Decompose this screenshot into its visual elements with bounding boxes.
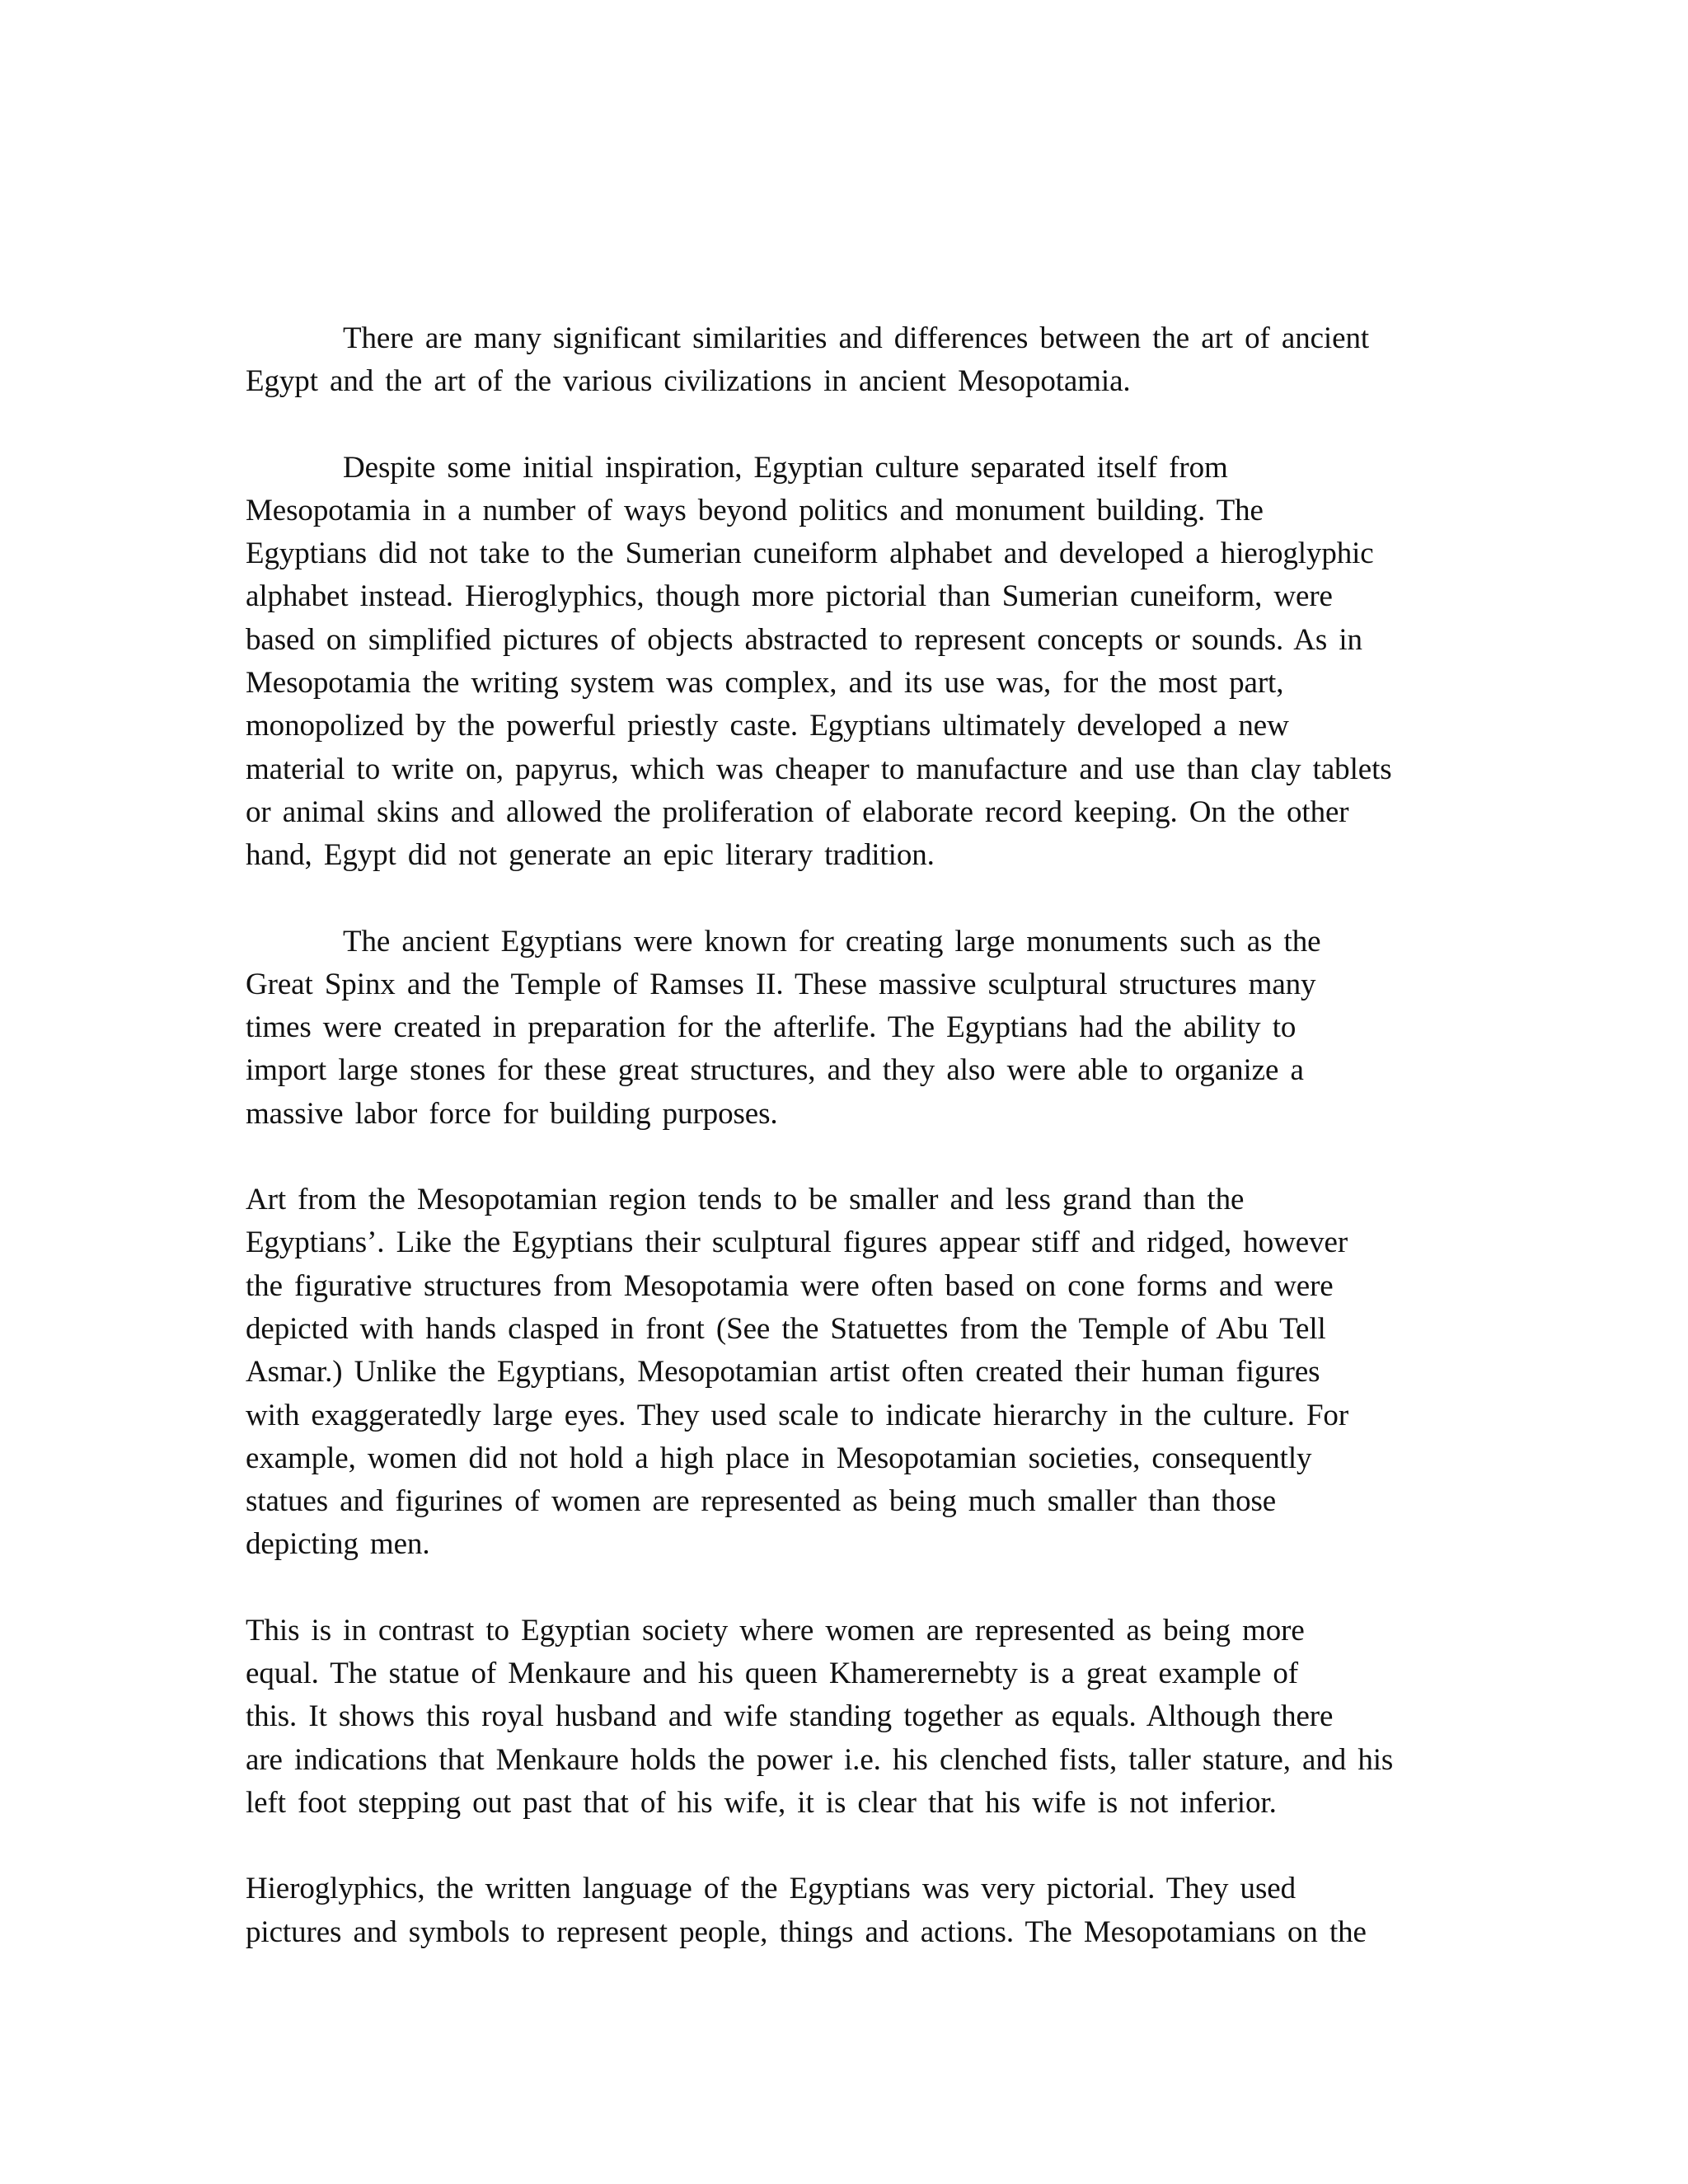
text-line: Art from the Mesopotamian region tends to be smaller and less grand than the (246, 1183, 1245, 1217)
text-line: the figurative structures from Mesopotamia were often based on cone forms and were (246, 1268, 1334, 1303)
text-line: Mesopotamia the writing system was complex, and its use was, for the most part, (246, 666, 1284, 701)
text-body (246, 317, 1449, 1954)
paragraph-3 (246, 921, 1449, 1136)
text-line: This is in contrast to Egyptian society where women are represented as being more (246, 1613, 1305, 1647)
text-line: alphabet instead. Hieroglyphics, though more pictorial than Sumerian cuneiform, were (246, 579, 1333, 614)
text-line: with exaggeratedly large eyes. They used scale to indicate hierarchy in the culture. For (246, 1398, 1349, 1432)
text-line: times were created in preparation for the afterlife. The Egyptians had the ability to (246, 1010, 1296, 1045)
text-line: Despite some initial inspiration, Egyptian culture separated itself from (343, 450, 1228, 485)
paragraph-6 (246, 1868, 1449, 1954)
text-line: The ancient Egyptians were known for creating large monuments such as the (343, 924, 1321, 958)
text-line: or animal skins and allowed the proliferation of elaborate record keeping. On the other (246, 794, 1349, 829)
text-line: statues and figurines of women are represented as being much smaller than those (246, 1484, 1277, 1519)
text-line: depicting men. (246, 1527, 430, 1562)
text-line: are indications that Menkaure holds the power i.e. his clenched fists, taller stature, and his (246, 1742, 1394, 1777)
text-line: Egyptians’. Like the Egyptians their sculptural figures appear stiff and ridged, however (246, 1226, 1348, 1260)
text-line: pictures and symbols to represent people, things and actions. The Mesopotamians on the (246, 1915, 1367, 1949)
text-line: massive labor force for building purposes. (246, 1096, 778, 1131)
paragraph-4 (246, 1179, 1449, 1567)
paragraph-gap (246, 1136, 1449, 1179)
text-line: hand, Egypt did not generate an epic literary tradition. (246, 838, 935, 873)
text-line: import large stones for these great structures, and they also were able to organize a (246, 1053, 1304, 1088)
text-line: Egyptians did not take to the Sumerian cuneiform alphabet and developed a hieroglyphic (246, 537, 1374, 571)
paragraph-gap (246, 404, 1449, 447)
text-line: Asmar.) Unlike the Egyptians, Mesopotamian artist often created their human figures (246, 1355, 1320, 1390)
text-line: based on simplified pictures of objects abstracted to represent concepts or sounds. As in (246, 622, 1362, 657)
text-line: monopolized by the powerful priestly caste. Egyptians ultimately developed a new (246, 709, 1289, 743)
paragraph-1 (246, 317, 1449, 404)
paragraph-gap (246, 878, 1449, 921)
paragraph-2 (246, 447, 1449, 878)
text-line: Great Spinx and the Temple of Ramses II. These massive sculptural structures many (246, 967, 1316, 1001)
text-line: Hieroglyphics, the written language of the Egyptians was very pictorial. They used (246, 1872, 1296, 1906)
text-line: Egypt and the art of the various civilizations in ancient Mesopotamia. (246, 364, 1131, 399)
text-line: There are many significant similarities and differences between the art of ancient (343, 321, 1370, 355)
text-line: Mesopotamia in a number of ways beyond politics and monument building. The (246, 493, 1264, 527)
text-line: depicted with hands clasped in front (See the Statuettes from the Temple of Abu Tell (246, 1311, 1326, 1346)
text-line: material to write on, papyrus, which was cheaper to manufacture and use than clay tablets (246, 752, 1392, 786)
text-line: example, women did not hold a high place in Mesopotamian societies, consequently (246, 1441, 1312, 1475)
text-line: equal. The statue of Menkaure and his queen Khamerernebty is a great example of (246, 1657, 1298, 1691)
text-line: this. It shows this royal husband and wife standing together as equals. Although there (246, 1699, 1334, 1734)
paragraph-5 (246, 1610, 1449, 1825)
paragraph-gap (246, 1825, 1449, 1868)
paragraph-gap (246, 1567, 1449, 1610)
text-line: left foot stepping out past that of his wife, it is clear that his wife is not inferior. (246, 1785, 1277, 1820)
